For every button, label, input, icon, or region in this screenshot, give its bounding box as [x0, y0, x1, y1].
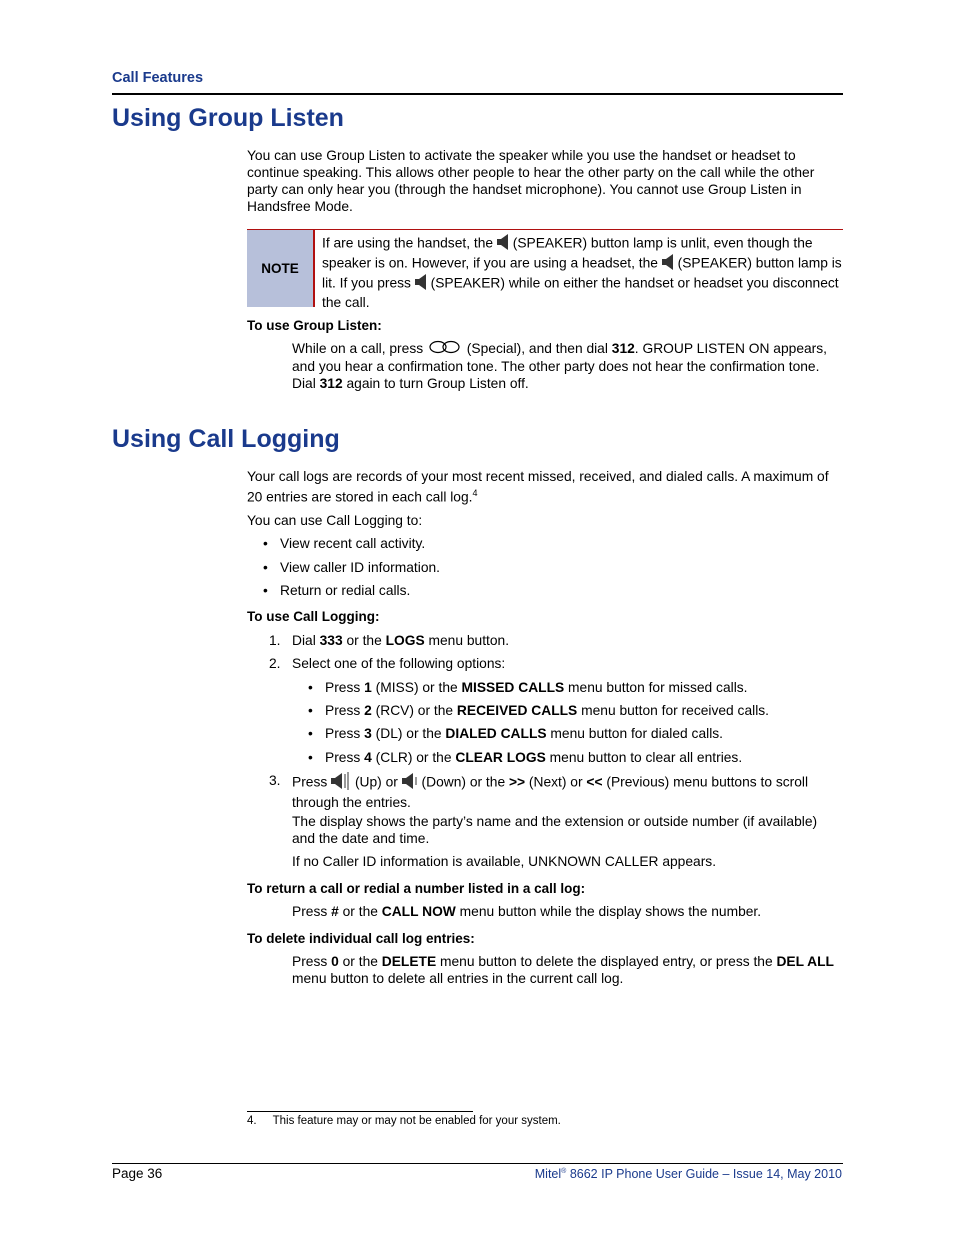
step-text: While on a call, press	[292, 341, 427, 356]
note-text-part: (SPEAKER) while on either the handset or headset you disconnect the call.	[322, 275, 839, 310]
list-item-text: View caller ID information.	[280, 560, 441, 575]
step-3-display-info: The display shows the party’s name and the extension or outside number (if available) and the date and time.	[292, 814, 818, 846]
section-label: Call Features	[112, 70, 204, 86]
special-key-icon	[427, 340, 463, 358]
volume-up-icon	[331, 772, 351, 794]
list-item-text: View recent call activity.	[280, 536, 426, 551]
step-2	[269, 655, 506, 672]
menu-button-name: <<	[586, 774, 603, 790]
note-text	[322, 234, 842, 311]
step-text: or the	[338, 954, 382, 969]
group-listen-step	[292, 340, 840, 392]
step-3	[269, 772, 832, 811]
note-divider	[313, 230, 315, 307]
list-item	[263, 582, 820, 599]
footnote-ref[interactable]: 4	[472, 488, 478, 498]
step-text: Press	[292, 954, 332, 969]
delete-entries-step	[292, 953, 842, 987]
speaker-icon	[662, 254, 674, 274]
step-text: or the	[338, 904, 382, 919]
bullet-icon: •	[308, 703, 313, 718]
brand-name: Mitel	[534, 1167, 562, 1181]
menu-button-name: LOGS	[385, 633, 425, 648]
step-text: Select one of the following options:	[292, 656, 506, 671]
step-text: (Special), and then dial	[462, 341, 612, 356]
step-text: (Up) or	[351, 774, 402, 790]
step-text: (Next) or	[525, 774, 587, 790]
step-code: 0	[331, 954, 339, 969]
menu-button-name: >>	[508, 774, 526, 790]
step-text: . GROUP LISTEN ON appears, and you hear a confirmation tone. The other party does not hear the confirmation tone. Dial	[292, 341, 827, 392]
step-text: Press	[292, 904, 332, 919]
footnote-number: 4.	[247, 1115, 257, 1127]
bullet-icon: •	[308, 750, 313, 765]
menu-button-name: MISSED CALLS	[461, 680, 565, 695]
option-text: (DL) or the	[371, 726, 446, 741]
call-logging-uses-intro: You can use Call Logging to:	[247, 513, 423, 528]
options-list	[308, 679, 835, 766]
call-logging-intro	[247, 468, 842, 506]
option-item	[308, 749, 835, 766]
bullet-icon: •	[263, 536, 268, 551]
step-number: 2.	[269, 656, 281, 671]
option-text: Press	[325, 750, 365, 765]
menu-button-name: RECEIVED CALLS	[456, 703, 578, 718]
option-item	[308, 679, 835, 702]
registered-mark: ®	[561, 1167, 567, 1175]
step-number: 3.	[269, 773, 281, 788]
note-box	[247, 229, 843, 310]
bullet-icon: •	[263, 583, 268, 598]
uses-list	[263, 535, 820, 599]
delete-entries-heading: To delete individual call log entries:	[247, 931, 475, 946]
footnote-rule	[247, 1111, 473, 1112]
option-key: 4	[364, 750, 372, 765]
step-code: 312	[611, 341, 635, 356]
step-number: 1.	[269, 633, 281, 648]
footnote	[247, 1115, 561, 1127]
menu-button-name: CLEAR LOGS	[455, 750, 546, 765]
list-item	[263, 535, 820, 559]
footer-rule	[112, 1163, 843, 1164]
menu-button-name: DIALED CALLS	[445, 726, 547, 741]
bullet-icon: •	[308, 680, 313, 695]
step-code: 333	[319, 633, 343, 648]
volume-down-icon	[402, 772, 418, 794]
option-item	[308, 725, 835, 749]
note-text-part: If are using the handset, the	[322, 235, 497, 251]
list-item-text: Return or redial calls.	[280, 583, 411, 598]
menu-button-name: DEL ALL	[776, 954, 834, 969]
list-item	[263, 559, 820, 582]
intro-text: Your call logs are records of your most recent missed, received, and dialed calls. A maximum of 20 entries are stored in each call log.	[247, 469, 829, 505]
option-item	[308, 702, 835, 725]
step-code: 312	[319, 376, 343, 392]
option-text: menu button to clear all entries.	[545, 750, 743, 765]
page-number: Page 36	[112, 1166, 163, 1181]
step-text: (Down) or the	[417, 774, 509, 790]
speaker-icon	[497, 234, 509, 254]
option-text: (MISS) or the	[371, 680, 462, 695]
step-text: menu button.	[424, 633, 510, 648]
step-text: menu button while the display shows the number.	[455, 904, 762, 919]
menu-button-name: CALL NOW	[381, 904, 456, 919]
option-key: 3	[364, 726, 372, 741]
header-rule	[112, 93, 843, 95]
option-text: (RCV) or the	[371, 703, 457, 718]
option-text: Press	[325, 726, 365, 741]
document-title	[535, 1167, 842, 1181]
return-call-step	[292, 903, 761, 920]
step-text: or the	[342, 633, 386, 648]
footnote-text: This feature may or may not be enabled for your system.	[272, 1115, 561, 1127]
group-listen-procedure-heading: To use Group Listen:	[247, 318, 382, 333]
bullet-icon: •	[308, 726, 313, 741]
step-text: menu button to delete the displayed entry, or press the	[436, 954, 777, 969]
note-label: NOTE	[247, 230, 313, 307]
option-text: menu button for received calls.	[577, 703, 769, 718]
option-text: Press	[325, 703, 365, 718]
note-text-part: (SPEAKER) button lamp is lit. If you press	[322, 255, 842, 291]
step-text: menu button to delete all entries in the current call log.	[292, 971, 624, 986]
option-text: menu button for missed calls.	[564, 680, 748, 695]
menu-button-name: DELETE	[381, 954, 437, 969]
option-text: Press	[325, 680, 365, 695]
option-key: 2	[364, 703, 372, 718]
step-text: (Previous) menu buttons to scroll through the entries.	[292, 774, 809, 810]
speaker-icon	[415, 274, 427, 294]
document-name: 8662 IP Phone User Guide – Issue 14, May 2010	[566, 1167, 842, 1181]
group-listen-intro: You can use Group Listen to activate the speaker while you use the handset or headset to continue speaking. This allows other people to hear the other party on the call while the other party can only hear you (through the handset microphone). You cannot use Group Listen in Handsfree Mode.	[247, 148, 815, 214]
step-text: Dial	[292, 633, 320, 648]
bullet-icon: •	[263, 560, 268, 575]
step-text: again to turn Group Listen off.	[342, 376, 529, 392]
note-text-part: (SPEAKER) button lamp is unlit, even though the speaker is on. However, if you are using a headset, the	[322, 235, 813, 271]
option-text: (CLR) or the	[371, 750, 456, 765]
return-call-heading: To return a call or redial a number listed in a call log:	[247, 881, 586, 896]
option-text: menu button for dialed calls.	[546, 726, 723, 741]
step-text: Press	[292, 774, 332, 790]
group-listen-title: Using Group Listen	[112, 104, 344, 132]
option-key: 1	[364, 680, 372, 695]
step-1	[269, 632, 510, 649]
call-logging-procedure-heading: To use Call Logging:	[247, 609, 380, 624]
step-code: #	[331, 904, 339, 919]
call-logging-title: Using Call Logging	[112, 425, 340, 453]
step-3-unknown-caller: If no Caller ID information is available, UNKNOWN CALLER appears.	[292, 854, 717, 869]
